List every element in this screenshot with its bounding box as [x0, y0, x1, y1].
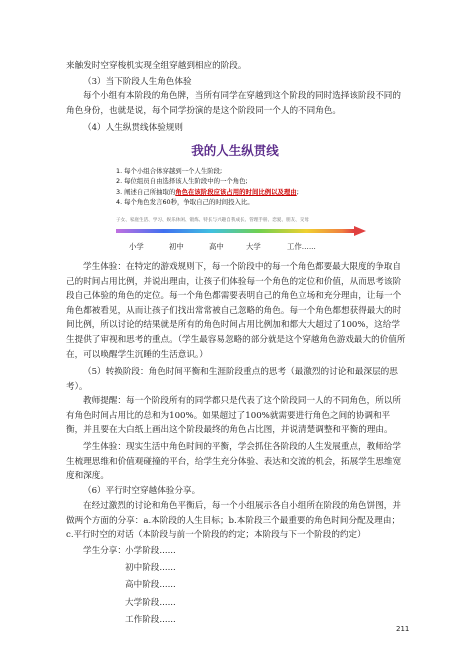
heading-section-5: （5）转换阶段：角色时间平衡和生涯阶段重点的思考（最激烈的讨论和最深层的思考）。 — [66, 367, 398, 392]
stage-college: 大学 — [246, 242, 261, 251]
rule-3 — [116, 187, 346, 197]
paragraph-role-experience: 每个小组有本阶段的角色牌，当所有同学在穿越到这个阶段的同时选择该阶段不同的角色身份，也就是说，每个同学扮演的是这个阶段同一个人的不同角色。 — [66, 91, 401, 116]
share-lead: 学生分享： — [83, 546, 126, 556]
paragraph-student-balance: 学生体验：现实生活中角色时间的平衡，学会抓住各阶段的人生发展重点，教师给学生梳理思维和价值观碰撞的平台，给学生充分体验、表达和交流的机会，拓展学生思维宽度和深度。 — [66, 442, 402, 482]
slide-rules — [116, 166, 346, 208]
paragraph-student-experience: 学生体验：在特定的游戏规则下，每一个阶段中的每一个角色都要最大限度的争取自己的时间占用比例，并说出理由，让孩子们体验每一个角色的定位和价值，从而思考该阶段自己体验的角色的定位。每一个角色都需要表明自己的角色立场和充分理由，让每一个角色都被看见，从而让孩子们找出常常被自己忽略的角色。每一个角色都想获得最大的时间比例，所以讨论的结果就是所有的角色时间占用比例加和都大大超过了100%，这给学生提供了审视和思考的重点。（学生最容易忽略的部分就是这个穿越角色游戏最大的价值所在，可以唤醒学生沉睡的生活意识。） — [66, 262, 406, 360]
role-list: 子女、家庭生活、学习、娱乐休闲、锻炼、特长与兴趣自我成长、管理手册、恋爱、朋友、交母 — [116, 218, 309, 223]
paragraph-sharing: 在经过激烈的讨论和角色平衡后，每一个小组展示各自小组所在阶段的角色饼图，并做两个方面的分享：a.本阶段的人生目标；b.本阶段三个最重要的角色时间分配及理由；c.平行时空的对话（本阶段与前一个阶段的约定；本阶段与下一个阶段的约定） — [66, 501, 401, 541]
heading-section-3: （3）当下阶段人生角色体验 — [83, 77, 192, 87]
heading-section-6: （6）平行时空穿越体验分享。 — [83, 486, 201, 496]
rule-2: 2. 每位组员自由选择该人生阶段中的一个角色; — [116, 177, 248, 186]
paragraph-intro: 来触发时空穿梭机实现全组穿越到相应的阶段。 — [66, 61, 247, 71]
paragraph-teacher-reminder: 教师提醒：每一个阶段所有的同学都只是代表了这个阶段同一人的不同角色，所以所有角色时间占用比的总和为100%。如果超过了100%就需要进行角色之间的协调和平衡，并且要在大白纸上画出这个阶段最终的角色占比图，并说清楚调整和平衡的理由。 — [66, 396, 401, 436]
share-item-senior: 高中阶段...... — [125, 580, 176, 590]
page-number: 211 — [396, 625, 410, 633]
stage-senior: 高中 — [209, 242, 224, 251]
stage-work: 工作...... — [287, 242, 316, 251]
life-arrow-icon — [116, 226, 366, 236]
rule-3-lead: 3. 阐述自己所抽取的 — [116, 187, 176, 196]
rule-1: 1. 每个小组合体穿越到一个人生阶段; — [116, 167, 223, 175]
rule-4: 4. 每个角色发言60秒，争取自己的时间投入比。 — [116, 198, 254, 207]
share-item-work: 工作阶段...... — [125, 615, 176, 625]
rule-3-highlight: 角色在该阶段应该占用的时间比例以及理由 — [175, 187, 297, 196]
share-item-primary: 小学阶段...... — [125, 546, 176, 556]
heading-section-4: （4）人生纵贯线体验规则 — [83, 123, 183, 133]
stage-primary: 小学 — [129, 242, 144, 251]
slide-title: 我的人生纵贯线 — [191, 143, 279, 158]
share-item-college: 大学阶段...... — [125, 598, 176, 608]
stage-junior: 初中 — [169, 242, 184, 251]
share-item-junior: 初中阶段...... — [125, 563, 176, 573]
rule-3-end: ; — [296, 187, 299, 196]
